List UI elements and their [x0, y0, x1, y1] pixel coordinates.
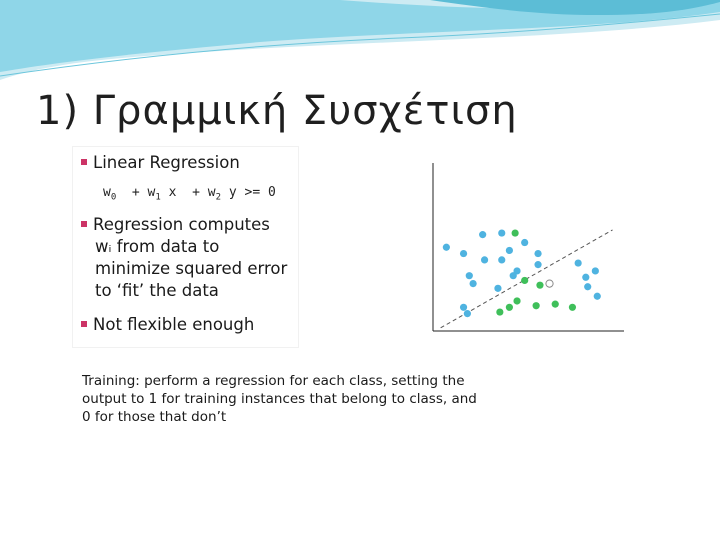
data-point [479, 231, 486, 238]
formula-rest: y >= 0 [228, 185, 276, 200]
data-point [521, 277, 528, 284]
header-decoration [0, 0, 720, 100]
bullet-regression-computes [81, 215, 270, 234]
data-point [506, 247, 513, 254]
bullet-linear-regression [81, 153, 240, 172]
formula-x: x [168, 185, 177, 200]
formula-plus-w1: + w [131, 185, 156, 200]
bullet-panel [73, 147, 298, 347]
formula-w0-subscript: 0 [110, 192, 117, 203]
page-title: 1) Γραμμική Συσχέτιση [36, 88, 518, 134]
data-point [512, 229, 519, 236]
data-point [464, 310, 471, 317]
formula-w0: w [103, 185, 111, 200]
data-point [582, 274, 589, 281]
data-point [513, 297, 520, 304]
data-point [592, 267, 599, 274]
data-point [470, 280, 477, 287]
bullet-text: Regression computes [93, 215, 270, 234]
regression-formula [103, 185, 276, 203]
data-point [569, 304, 576, 311]
data-point [521, 239, 528, 246]
data-point [443, 244, 450, 251]
bullet-not-flexible [81, 315, 254, 334]
formula-w1-subscript: 1 [155, 192, 161, 203]
data-point [533, 302, 540, 309]
data-point [546, 280, 553, 287]
training-note: Training: perform a regression for each class, setting the output to 1 for training instances that belong to class, and 0 for those that don’t [76, 370, 494, 426]
data-point [481, 256, 488, 263]
bullet-marker-icon [81, 159, 87, 165]
data-point [494, 285, 501, 292]
data-point [496, 308, 503, 315]
data-point [534, 261, 541, 268]
bullet-continuation: to ‘fit’ the data [95, 281, 219, 300]
bullet-continuation: wᵢ from data to [95, 237, 220, 256]
scatter-panel [418, 147, 634, 345]
data-point [498, 256, 505, 263]
data-point [534, 250, 541, 257]
bullet-marker-icon [81, 221, 87, 227]
bullet-text: Linear Regression [93, 153, 240, 172]
data-point [506, 304, 513, 311]
bullet-text: Not flexible enough [93, 315, 255, 334]
bullet-marker-icon [81, 321, 87, 327]
data-point [584, 283, 591, 290]
data-point [466, 272, 473, 279]
data-point [460, 304, 467, 311]
data-point [510, 272, 517, 279]
data-point [536, 282, 543, 289]
data-point [460, 250, 467, 257]
scatter-plot [418, 147, 634, 345]
data-point [552, 301, 559, 308]
data-point [594, 293, 601, 300]
formula-w2-subscript: 2 [215, 192, 222, 203]
data-point [498, 229, 505, 236]
formula-plus-w2: + w [192, 185, 216, 200]
data-point [575, 259, 582, 266]
bullet-continuation: minimize squared error [95, 259, 288, 278]
